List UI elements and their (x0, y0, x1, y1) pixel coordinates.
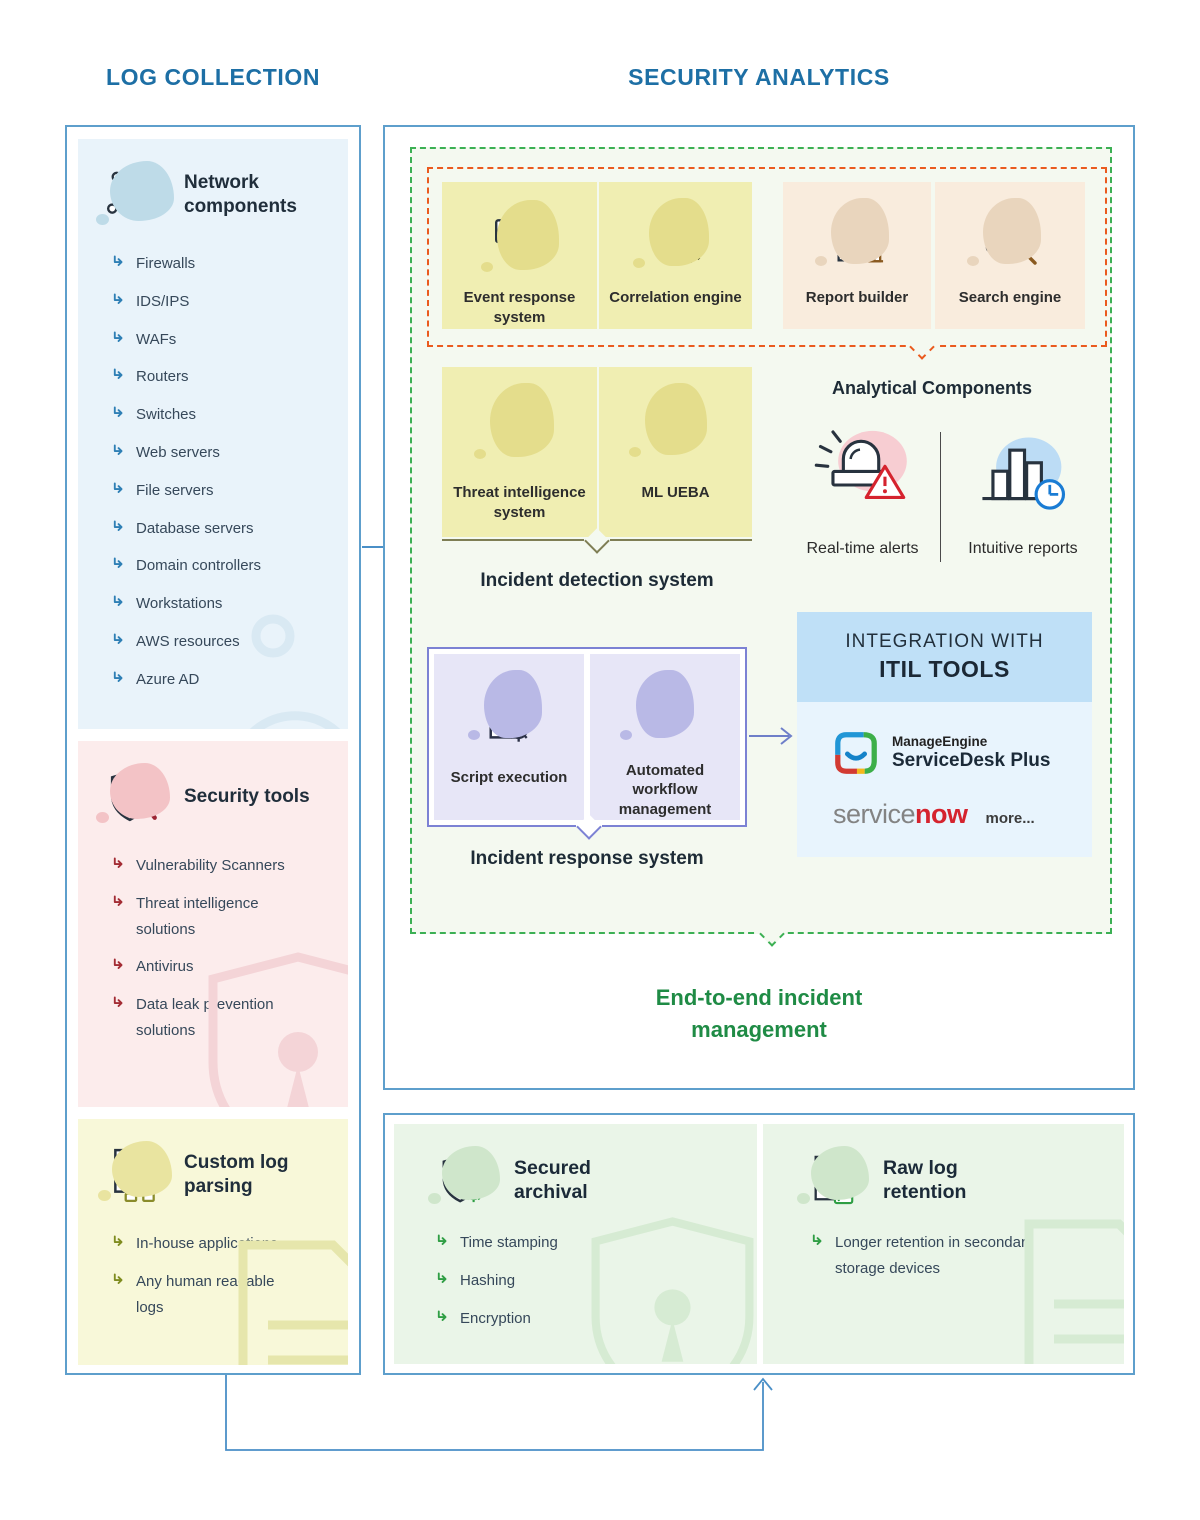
branch-arrow-icon (112, 557, 125, 570)
security-tools-section (78, 741, 348, 1107)
list-item: Any human readable logs (112, 1269, 348, 1321)
log-collection-box (65, 125, 361, 1375)
response-to-itil-arrow (749, 723, 799, 749)
secured-archival-header (394, 1124, 757, 1214)
list-item: Firewalls (112, 251, 348, 277)
orange-notch (909, 334, 934, 359)
list-item: Routers (112, 364, 348, 390)
branch-arrow-icon (112, 857, 125, 870)
branch-arrow-icon (436, 1234, 449, 1247)
list-item: IDS/IPS (112, 289, 348, 315)
list-item: Web servers (112, 440, 348, 466)
green-notch (759, 921, 784, 946)
branch-arrow-icon (112, 996, 125, 1009)
servicenow-wordmark-service: service (833, 799, 916, 829)
branch-arrow-icon (112, 293, 125, 306)
decor-blob (811, 1146, 869, 1200)
list-item: Threat intelligence solutions (112, 891, 348, 943)
tile-label: Search engine (958, 289, 1062, 306)
branch-arrow-icon (112, 671, 125, 684)
incident-response-caption: Incident response system (470, 848, 704, 869)
analytics-top-group (427, 167, 1107, 347)
end-to-end-caption: End-to-end incident management (655, 985, 863, 1042)
manageengine-label: ManageEngine (892, 734, 988, 749)
panel-title: Secured archival (514, 1156, 591, 1203)
tile-ml-ueba (599, 367, 752, 537)
security-tools-list (78, 853, 348, 1044)
detection-underline (442, 539, 752, 541)
branch-arrow-icon (112, 368, 125, 381)
list-item: File servers (112, 478, 348, 504)
network-components-header (78, 161, 348, 229)
list-item: Domain controllers (112, 553, 348, 579)
feature-intuitive-reports: Intuitive reports (968, 540, 1078, 557)
end-to-end-caption-wrap (385, 982, 1133, 1046)
secured-archival-list (394, 1230, 757, 1331)
custom-log-parsing-header (78, 1141, 348, 1209)
list-item: Antivirus (112, 954, 348, 980)
branch-arrow-icon (112, 958, 125, 971)
branch-arrow-icon (811, 1234, 824, 1247)
decor-blob (649, 198, 709, 266)
raw-log-retention-header (763, 1124, 1124, 1214)
branch-arrow-icon (112, 255, 125, 268)
servicenow-brand (833, 799, 1035, 830)
branch-arrow-icon (112, 595, 125, 608)
itil-body (797, 702, 1092, 857)
list-item: Switches (112, 402, 348, 428)
itil-header-line1: INTEGRATION WITH (845, 631, 1044, 652)
branch-arrow-icon (112, 444, 125, 457)
section-title: Network components (184, 172, 297, 217)
more-label: more... (985, 810, 1035, 827)
section-title: Custom log parsing (184, 1152, 289, 1197)
list-item: Data leak prevention solutions (112, 992, 348, 1044)
analytical-components-title: Analytical Components (831, 378, 1033, 398)
list-item: AWS resources (112, 629, 348, 655)
bar-chart-clock-icon (974, 427, 1074, 527)
tile-label: Automated workflow management (618, 761, 712, 819)
incident-management-group (410, 147, 1112, 934)
security-tools-header (78, 763, 348, 831)
servicedesk-plus-brand (833, 730, 1050, 776)
tile-search-engine (935, 182, 1085, 329)
siren-alert-icon (808, 417, 912, 527)
section-title: Security tools (184, 786, 310, 808)
list-item: Hashing (436, 1268, 757, 1294)
tile-report-builder (783, 182, 931, 329)
tile-script-execution (434, 654, 584, 820)
branch-arrow-icon (112, 1273, 125, 1286)
tile-correlation-engine (599, 182, 752, 329)
branch-arrow-icon (112, 406, 125, 419)
tile-event-response (442, 182, 597, 329)
security-analytics-heading: SECURITY ANALYTICS (628, 64, 890, 90)
decor-blob (831, 198, 889, 264)
list-item: WAFs (112, 327, 348, 353)
itil-header-line2: ITIL TOOLS (879, 656, 1010, 682)
list-item: Vulnerability Scanners (112, 853, 348, 879)
raw-log-retention-panel (763, 1124, 1124, 1364)
branch-arrow-icon (112, 331, 125, 344)
list-item: Workstations (112, 591, 348, 617)
decor-blob (645, 383, 707, 455)
list-item: Encryption (436, 1306, 757, 1332)
branch-arrow-icon (436, 1310, 449, 1323)
incident-detection-caption: Incident detection system (480, 570, 714, 591)
tile-threat-intelligence (442, 367, 597, 537)
custom-log-parsing-section (78, 1119, 348, 1365)
tile-label: Report builder (805, 289, 909, 306)
list-item: Database servers (112, 516, 348, 542)
list-item: Time stamping (436, 1230, 757, 1256)
decor-blob (484, 670, 542, 738)
servicenow-wordmark-now: now (915, 799, 968, 829)
incident-response-group (427, 647, 747, 827)
security-analytics-box (383, 125, 1135, 1090)
secured-archival-panel (394, 1124, 757, 1364)
decor-blob (110, 161, 174, 221)
tile-label: Event response system (463, 289, 576, 326)
list-item: Longer retention in secondary storage devices (811, 1230, 1124, 1282)
branch-arrow-icon (112, 482, 125, 495)
decor-blob (112, 1141, 172, 1197)
log-collection-heading: LOG COLLECTION (105, 64, 321, 90)
collection-to-archival-connector (0, 1372, 1200, 1520)
servicedesk-plus-label: ServiceDesk Plus (892, 750, 1051, 771)
itil-header (797, 612, 1092, 702)
branch-arrow-icon (112, 1235, 125, 1248)
decor-blob (490, 383, 554, 457)
raw-log-retention-list (763, 1230, 1124, 1282)
decor-blob (497, 200, 559, 270)
custom-log-parsing-list (78, 1231, 348, 1320)
decor-blob (636, 670, 694, 738)
branch-arrow-icon (112, 520, 125, 533)
network-components-section (78, 139, 348, 729)
decor-blob (110, 763, 170, 819)
branch-arrow-icon (112, 633, 125, 646)
branch-arrow-icon (112, 895, 125, 908)
itil-integration-box (797, 612, 1092, 857)
servicedesk-plus-logo (833, 730, 879, 776)
panel-title: Raw log retention (883, 1156, 967, 1203)
tile-automated-workflow (590, 654, 740, 820)
tile-label: ML UEBA (641, 484, 710, 501)
branch-arrow-icon (436, 1272, 449, 1285)
tile-label: Script execution (450, 769, 568, 786)
network-components-list (78, 251, 348, 693)
log-archival-box (383, 1113, 1135, 1375)
list-item: In-house applications (112, 1231, 348, 1257)
tile-label: Threat intelligence system (453, 484, 586, 521)
feature-real-time-alerts: Real-time alerts (806, 540, 919, 557)
tile-label: Correlation engine (609, 289, 742, 306)
decor-blob (983, 198, 1041, 264)
list-item: Azure AD (112, 667, 348, 693)
decor-blob (442, 1146, 500, 1200)
